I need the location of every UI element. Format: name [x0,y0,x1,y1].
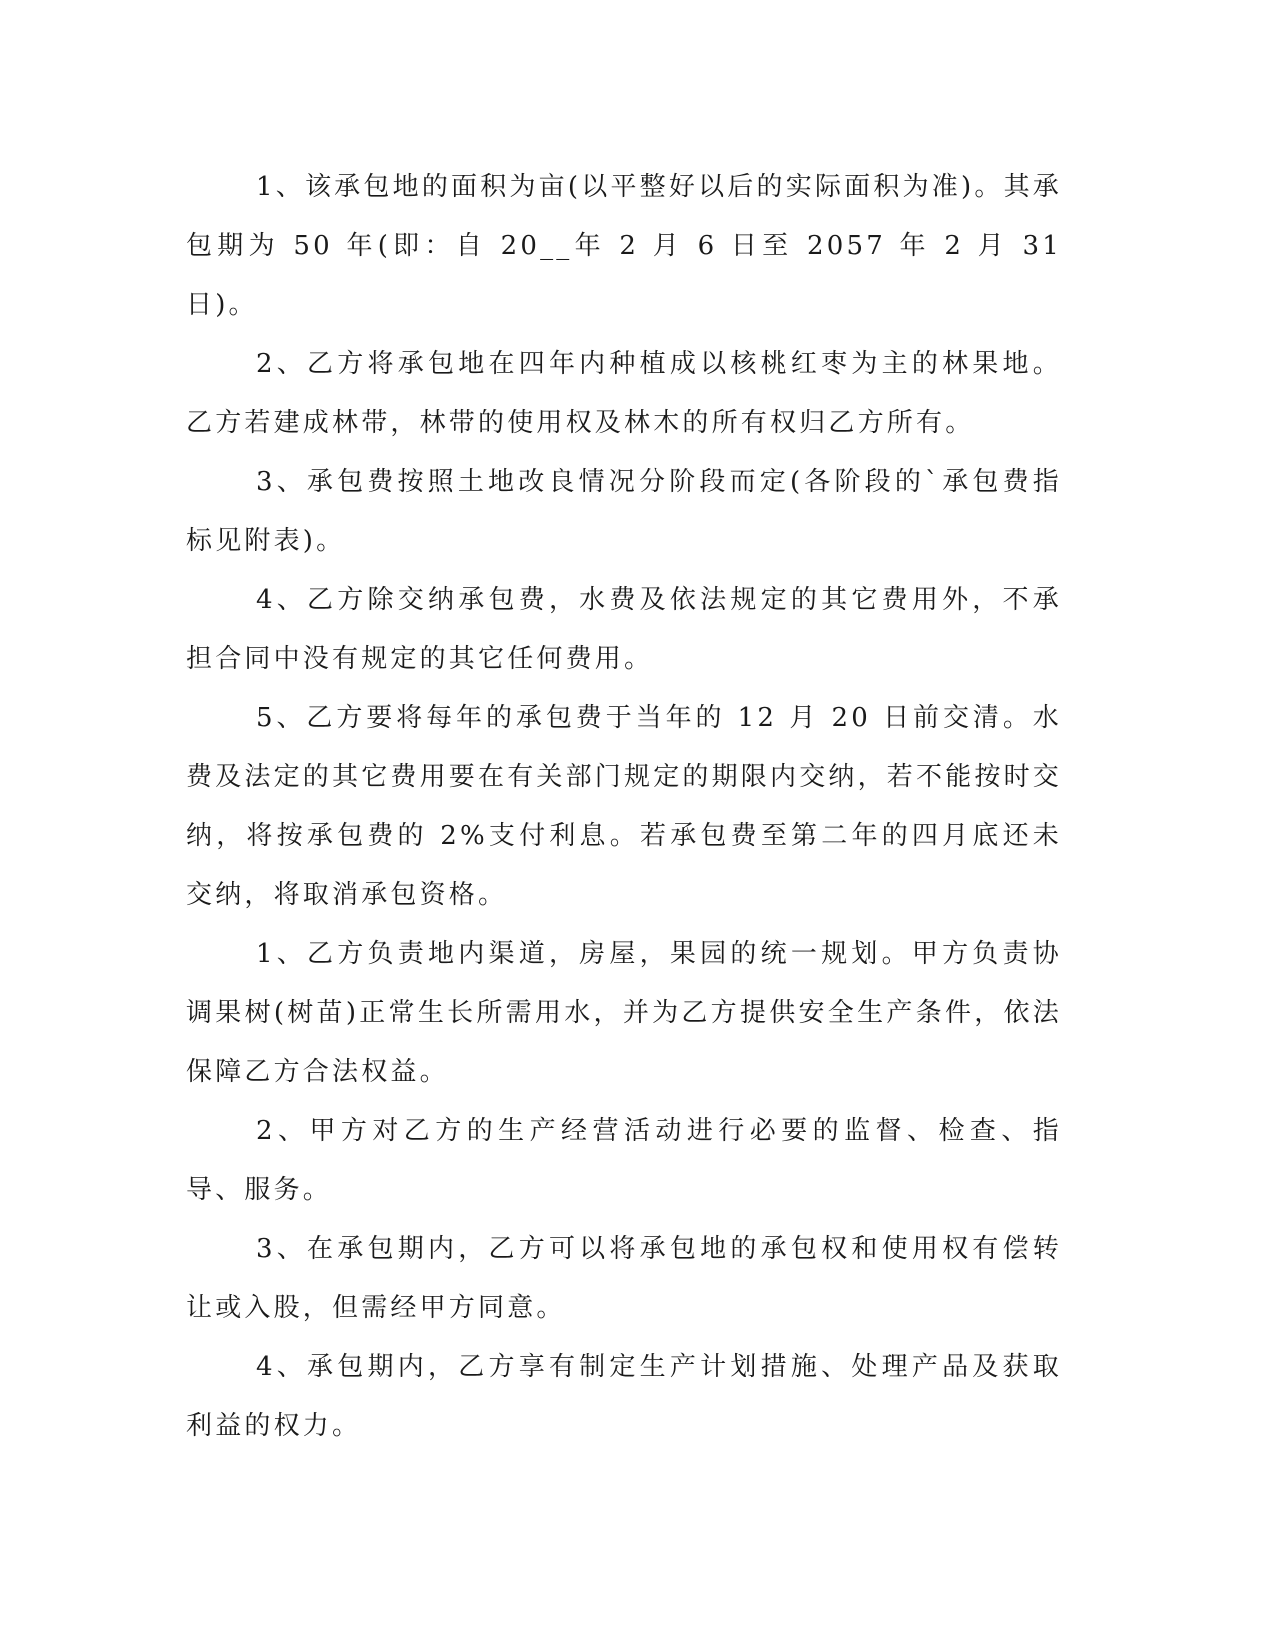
document-body [186,158,1062,1456]
paragraph-fee-stages: 3、承包费按照土地改良情况分阶段而定(各阶段的`承包费指标见附表)。 [186,467,1062,556]
paragraph-transfer-rights: 3、在承包期内，乙方可以将承包地的承包权和使用权有偿转让或入股，但需经甲方同意。 [186,1234,1062,1323]
paragraph-planting: 2、乙方将承包地在四年内种植成以核桃红枣为主的林果地。乙方若建成林带，林带的使用权及林木的所有权归乙方所有。 [186,349,1062,438]
paragraph-payment-deadline: 5、乙方要将每年的承包费于当年的 12 月 20 日前交清。水费及法定的其它费用要在有关部门规定的期限内交纳，若不能按时交纳，将按承包费的 2%支付利息。若承包费至第二年的四月底还未交纳，将取消承包资格。 [186,703,1063,910]
paragraph-supervision: 2、甲方对乙方的生产经营活动进行必要的监督、检查、指导、服务。 [186,1116,1062,1205]
paragraph-other-fees: 4、乙方除交纳承包费，水费及依法规定的其它费用外，不承担合同中没有规定的其它任何费用。 [186,585,1062,674]
paragraph-planning-duties: 1、乙方负责地内渠道，房屋，果园的统一规划。甲方负责协调果树(树苗)正常生长所需用水，并为乙方提供安全生产条件，依法保障乙方合法权益。 [186,939,1062,1087]
paragraph-land-area-term: 1、该承包地的面积为亩(以平整好以后的实际面积为准)。其承包期为 50 年(即：自 20__年 2 月 6 日至 2057 年 2 月 31 日)。 [186,172,1062,320]
paragraph-production-rights: 4、承包期内，乙方享有制定生产计划措施、处理产品及获取利益的权力。 [186,1352,1062,1441]
